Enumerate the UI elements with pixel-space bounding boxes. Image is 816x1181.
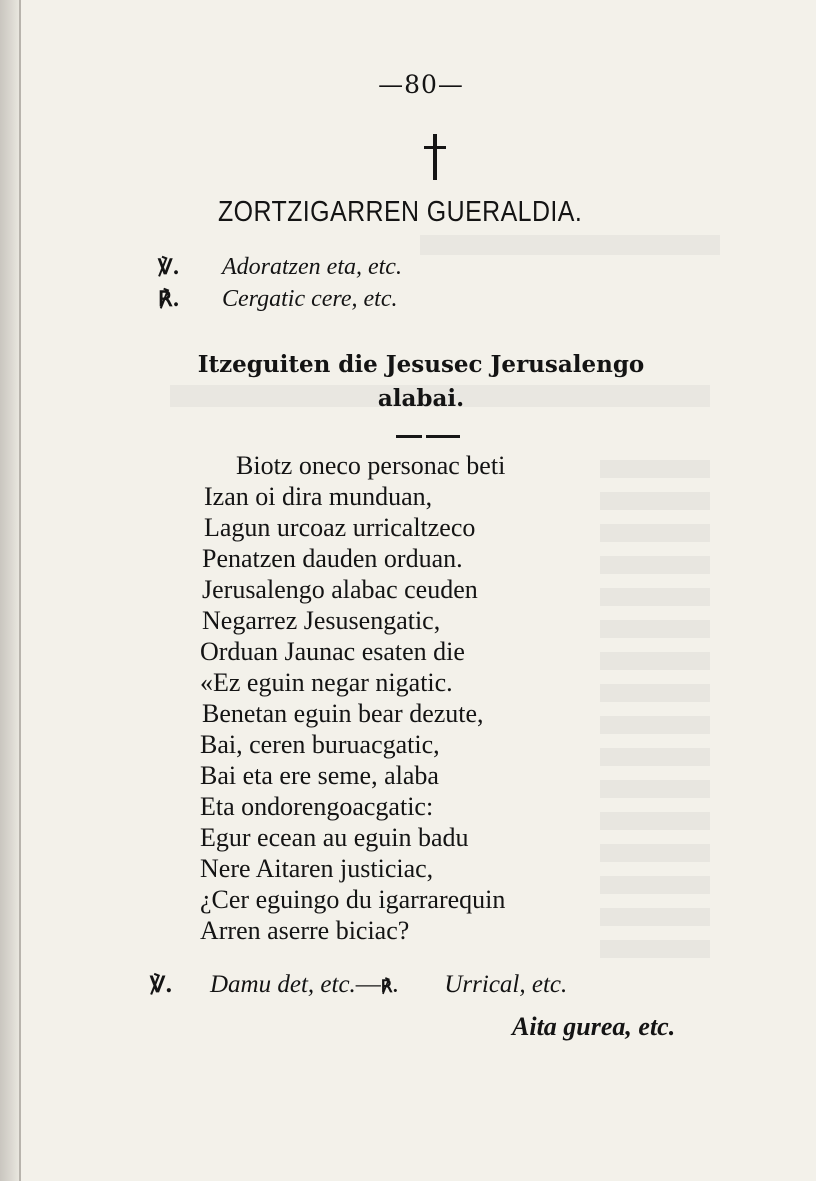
- closing-prayer: Aita gurea, etc.: [512, 1012, 676, 1041]
- poem-line: Izan oi dira munduan,: [204, 482, 433, 511]
- poem-heading: [0, 348, 816, 416]
- poem-line: Penatzen dauden orduan.: [202, 544, 463, 573]
- show-through-shadow: [600, 460, 710, 960]
- response-text: Urrical, etc.: [444, 971, 568, 998]
- poem-line: ¿Cer eguingo du igarrarequin: [200, 885, 506, 914]
- poem-heading-line: Itzeguiten die Jesusec Jerusalengo: [197, 351, 645, 378]
- poem-line: Negarrez Jesusengatic,: [202, 606, 441, 635]
- page-spine-shadow: [0, 0, 20, 1181]
- closing-versicle-line: [150, 970, 567, 999]
- poem-line: Jerusalengo alabac ceuden: [202, 575, 478, 604]
- response-line: [158, 286, 397, 313]
- poem-line: Nere Aitaren justiciac,: [200, 854, 434, 883]
- poem-line: Orduan Jaunac esaten die: [200, 637, 465, 666]
- section-title: ZORTZIGARREN GUERALDIA.: [218, 196, 583, 228]
- poem-line: Arren aserre biciac?: [200, 916, 410, 945]
- versicle-symbol: ℣.: [150, 972, 173, 998]
- poem-line: Eta ondorengoacgatic:: [200, 792, 434, 821]
- page-gutter-line: [19, 0, 21, 1181]
- show-through-shadow: [420, 235, 720, 255]
- poem-line: «Ez eguin negar nigatic.: [200, 668, 453, 697]
- response-symbol: ℟.: [158, 286, 180, 311]
- page-number: —80—: [378, 70, 464, 99]
- versicle-text: Adoratzen eta, etc.: [222, 254, 402, 280]
- poem-line: Lagun urcoaz urricaltzeco: [204, 513, 476, 542]
- poem-line: Biotz oneco personac beti: [236, 451, 506, 480]
- poem-line: Egur ecean au eguin badu: [200, 823, 469, 852]
- dash-separator: —: [355, 971, 381, 998]
- poem-line: Bai eta ere seme, alaba: [200, 761, 439, 790]
- dash-ornament: [396, 433, 460, 439]
- poem-line: Benetan eguin bear dezute,: [202, 699, 484, 728]
- versicle-symbol: ℣.: [158, 254, 180, 279]
- poem-heading-line: alabai.: [377, 385, 465, 412]
- response-symbol: ℟.: [380, 977, 399, 997]
- cross-icon: [424, 134, 446, 180]
- versicle-line: [158, 254, 402, 281]
- response-text: Cergatic cere, etc.: [222, 286, 398, 312]
- versicle-text: Damu det, etc.: [210, 971, 356, 998]
- poem-line: Bai, ceren buruacgatic,: [200, 730, 440, 759]
